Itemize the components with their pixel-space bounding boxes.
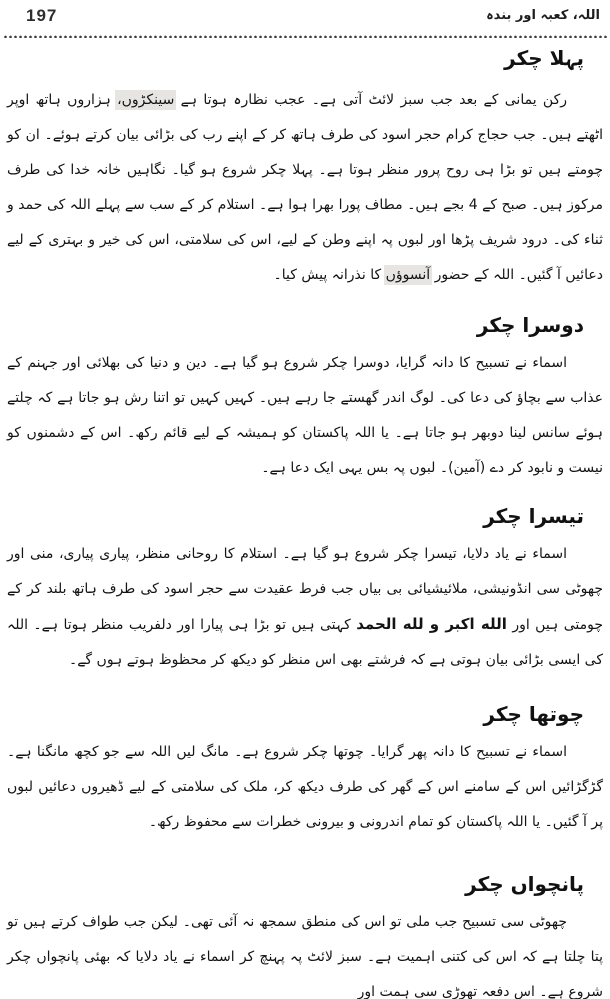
section-heading-fourth-circuit: چوتھا چکر (483, 702, 584, 726)
paragraph-text: اسماء نے تسبیح کا دانہ گرایا، دوسرا چکر شروع ہو گیا ہے۔ دین و دنیا کی بھلائی اور جہنم کے عذاب سے بچاؤ کی دعا کی۔ لوگ اندر گھستے جا رہے ہیں۔ کہیں کہیں تو اتنا رش ہو جاتا ہے کہ چلتے ہوئے سانس لینا دوبھر ہو جاتا ہے۔ یا اللہ پاکستان کو ہمیشہ کے لیے قائم رکھ۔ اس کے دشمنوں کو نیست و نابود کر دے (آمین)۔ لبوں پہ بس یہی ایک دعا ہے۔ (7, 355, 603, 476)
paragraph-text: کا نذرانہ پیش کیا۔ (273, 267, 386, 283)
running-title: اللہ، کعبہ اور بندہ (486, 8, 600, 23)
section-paragraph-fourth-circuit (0, 735, 610, 840)
section-paragraph-fifth-circuit (0, 905, 610, 999)
section-heading-third-circuit: تیسرا چکر (483, 504, 584, 528)
section-heading-second-circuit: دوسرا چکر (476, 313, 584, 337)
paragraph-text: اسماء نے یاد دلایا، تیسرا چکر شروع ہو گیا ہے۔ استلام کا روحانی منظر، پیاری پیاری، منی اور چھوٹی سی انڈونیشی، ملائیشیائی بی بیاں جب فرط عقیدت سے حجر اسود کی طرف ہاتھ بلند کر کے چومتی ہیں اور (7, 546, 603, 633)
page-header (0, 0, 610, 32)
paragraph-text: رکن یمانی کے بعد جب سبز لائٹ آتی ہے۔ عجب نظارہ ہوتا ہے (174, 92, 568, 108)
dotted-divider (3, 34, 607, 38)
arabic-phrase-bold: الله اكبر و لله الحمد (356, 615, 507, 633)
paragraph-text: کہتی ہیں تو بڑا ہی پیارا اور دلفریب منظر ہوتا ہے۔ اللہ کی ایسی بڑائی بیان ہوتی ہے کہ فرشتے بھی اس منظر کو دیکھ کر محظوظ ہوتے ہوں گے۔ (7, 617, 603, 668)
paragraph-text: ہزاروں ہاتھ اوپر اٹھتے ہیں۔ جب حجاج کرام حجر اسود کی طرف ہاتھ کر کے اپنے رب کی بڑائی بیان کرتے ہوئے۔ ان کو چومتے ہیں تو بڑا ہی روح پرور منظر ہوتا ہے۔ پہلا چکر شروع ہو گیا۔ نگاہیں خانہ خدا کی طرف مرکوز ہیں۔ صبح کے 4 بجے ہیں۔ مطاف پورا بھرا ہوا ہے۔ استلام کر کے سب سے پہلے اللہ کی حمد و ثناء کی۔ درود شریف پڑھا اور لبوں پہ اپنے وطن کے لیے، اس کی سلامتی، اس کی خیر و بہتری کے لیے دعائیں آ گئیں۔ اللہ کے حضور (7, 92, 603, 283)
scan-artifact-word: آنسوؤں (385, 267, 431, 283)
scan-artifact-word: سینکڑوں، (117, 92, 175, 108)
section-paragraph-first-circuit (0, 83, 610, 293)
paragraph-text: اسماء نے تسبیح کا دانہ پھر گرایا۔ چوتھا چکر شروع ہے۔ مانگ لیں اللہ سے جو کچھ مانگنا ہے۔ گڑگڑائیں اس کے سامنے اس کے گھر کی طرف دیکھ کر، ملک کی سلامتی کے لیے ڈھیروں دعائیں لبوں پر آ گئیں۔ یا اللہ پاکستان کو تمام اندرونی و بیرونی خطرات سے محفوظ رکھ۔ (7, 744, 603, 830)
section-paragraph-second-circuit (0, 346, 610, 486)
page-number: 197 (26, 6, 58, 25)
section-paragraph-third-circuit (0, 537, 610, 678)
paragraph-text: چھوٹی سی تسبیح جب ملی تو اس کی منطق سمجھ نہ آئی تھی۔ لیکن جب طواف کرتے ہیں تو پتا چلتا ہے کہ اس کی کتنی اہمیت ہے۔ سبز لائٹ پہ پہنچ کر اسماء نے یاد دلایا کہ بھئی پانچواں چکر شروع ہے۔ اس دفعہ تھوڑی سی ہمت اور (7, 914, 603, 999)
section-heading-first-circuit: پہلا چکر (504, 46, 584, 70)
section-heading-fifth-circuit: پانچواں چکر (465, 872, 584, 896)
